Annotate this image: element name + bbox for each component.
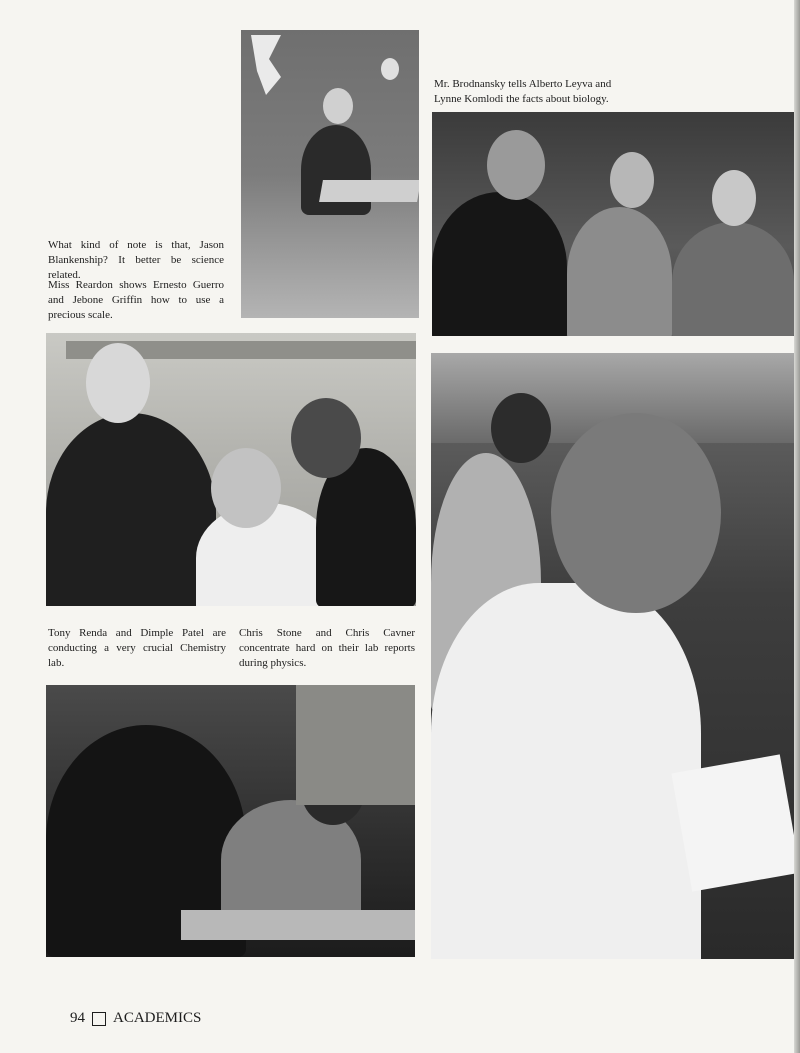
page-footer bbox=[70, 1010, 201, 1027]
photo-jason-at-desk bbox=[241, 30, 419, 318]
caption-renda-patel: Tony Renda and Dimple Patel are conducting a very crucial Chemistry lab. bbox=[48, 627, 226, 669]
caption-jason-note: What kind of note is that, Jason Blankenship? It better be science related. bbox=[48, 239, 224, 281]
square-icon bbox=[92, 1012, 106, 1026]
caption-brodnansky-biology: Mr. Brodnansky tells Alberto Leyva and Lynne Komlodi the facts about biology. bbox=[434, 78, 612, 105]
photo-physics-lab bbox=[46, 685, 415, 957]
page-edge-shadow bbox=[794, 0, 800, 1053]
photo-student-writing bbox=[431, 353, 796, 959]
caption-stone-cavner: Chris Stone and Chris Cavner concentrate hard on their lab reports during physics. bbox=[239, 627, 415, 669]
photo-brodnansky-biology bbox=[432, 112, 794, 336]
photo-chemistry-lab bbox=[46, 333, 416, 606]
page-number: 94 bbox=[70, 1010, 85, 1026]
caption-reardon-scale: Miss Reardon shows Ernesto Guerro and Jebone Griffin how to use a precious scale. bbox=[48, 279, 224, 321]
section-label: ACADEMICS bbox=[113, 1010, 202, 1026]
